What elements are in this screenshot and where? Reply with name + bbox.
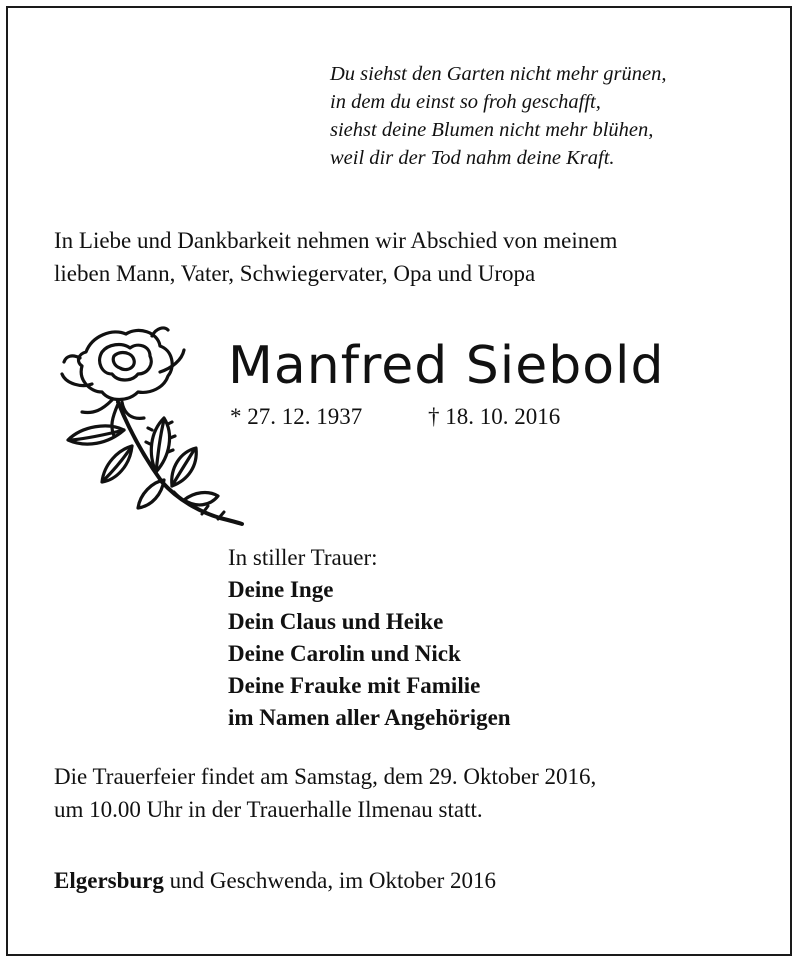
birth-date: * 27. 12. 1937 — [230, 404, 363, 429]
place-rest: und Geschwenda, im Oktober 2016 — [163, 868, 497, 893]
death-date: † 18. 10. 2016 — [428, 404, 561, 429]
mourner-name: Deine Carolin und Nick — [228, 641, 461, 666]
service-line: um 10.00 Uhr in der Trauerhalle Ilmenau statt. — [54, 797, 483, 822]
rose-icon — [52, 322, 248, 532]
intro-text — [54, 224, 754, 290]
poem-line: in dem du einst so froh geschafft, — [330, 91, 601, 113]
service-line: Die Trauerfeier findet am Samstag, dem 29. Oktober 2016, — [54, 764, 597, 789]
poem — [330, 60, 667, 172]
mourners-heading: In stiller Trauer: — [228, 545, 378, 570]
intro-line: lieben Mann, Vater, Schwiegervater, Opa und Uropa — [54, 261, 536, 286]
mourner-name: Deine Inge — [228, 577, 334, 602]
intro-line: In Liebe und Dankbarkeit nehmen wir Abschied von meinem — [54, 228, 618, 253]
place-name: Elgersburg — [54, 868, 164, 893]
mourner-name: im Namen aller Angehörigen — [228, 705, 511, 730]
funeral-service-text — [54, 760, 754, 826]
life-dates — [230, 402, 560, 432]
poem-line: Du siehst den Garten nicht mehr grünen, — [330, 63, 667, 85]
mourner-name: Dein Claus und Heike — [228, 609, 444, 634]
poem-line: siehst deine Blumen nicht mehr blühen, — [330, 119, 654, 141]
place-and-date — [54, 866, 496, 896]
poem-line: weil dir der Tod nahm deine Kraft. — [330, 147, 615, 169]
mourner-name: Deine Frauke mit Familie — [228, 673, 481, 698]
mourners-block — [228, 542, 511, 734]
deceased-name: Manfred Siebold — [228, 336, 665, 396]
